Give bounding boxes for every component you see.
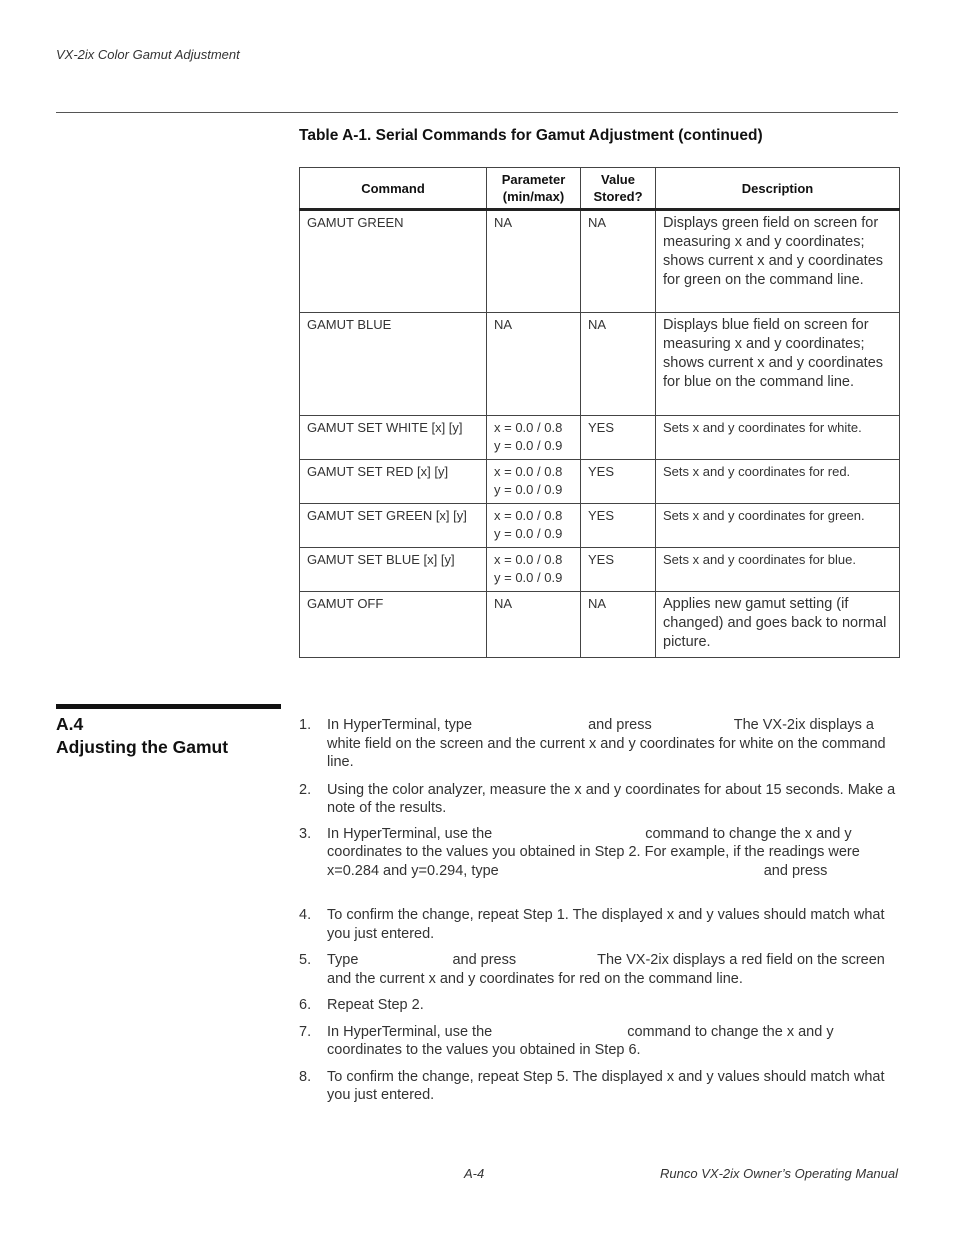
table-row: [300, 504, 900, 548]
cell-command: GAMUT SET WHITE [x] [y]: [300, 416, 487, 460]
cell-value-stored: YES: [581, 416, 656, 460]
step-text: command to change the x and y coordinates to the values you obtained in Step 2. For example, if the readings were x=0.284 and y=0.294, type: [327, 825, 860, 879]
cell-command: GAMUT SET GREEN [x] [y]: [300, 504, 487, 548]
step-number: 8.: [299, 1068, 312, 1085]
step-text: Type: [327, 952, 359, 968]
param-y-range: y = 0.0 / 0.9: [494, 570, 563, 585]
table-header-row: [300, 168, 900, 210]
param-x-range: x = 0.0 / 0.8: [494, 508, 563, 523]
cell-description: Displays green field on screen for measuring x and y coordinates; shows current x and y coordinates for green on the command line.: [656, 210, 900, 313]
table-row: [300, 210, 900, 313]
step-text: command to change the x and y coordinates to the values you obtained in Step 6.: [327, 1023, 834, 1058]
param-x-range: x = 0.0 / 0.8: [494, 552, 563, 567]
step-text: In HyperTerminal, use the: [327, 825, 493, 842]
cell-description: Applies new gamut setting (if changed) and goes back to normal picture.: [656, 592, 900, 658]
param-y-range: y = 0.0 / 0.9: [494, 526, 563, 541]
cell-value-stored: NA: [581, 313, 656, 416]
section-number: A.4: [56, 714, 84, 734]
cell-command: GAMUT GREEN: [300, 210, 487, 313]
param-x-range: x = 0.0 / 0.8: [494, 464, 563, 479]
cell-description: Sets x and y coordinates for green.: [656, 504, 900, 548]
param-y-range: y = 0.0 / 0.9: [494, 438, 563, 453]
step-text: and press: [588, 717, 652, 733]
serial-commands-table: [299, 167, 900, 658]
step-text: Repeat Step 2.: [327, 997, 424, 1013]
cell-command: GAMUT SET BLUE [x] [y]: [300, 548, 487, 592]
cell-command: GAMUT SET RED [x] [y]: [300, 460, 487, 504]
cell-command: GAMUT OFF: [300, 592, 487, 658]
step-item: [299, 1068, 899, 1105]
table-row: [300, 548, 900, 592]
cell-description: Sets x and y coordinates for red.: [656, 460, 900, 504]
step-number: 1.: [299, 717, 312, 733]
cell-parameter: NA: [487, 210, 581, 313]
step-item: [299, 951, 899, 988]
footer-page-number: A-4: [464, 1166, 485, 1181]
cell-parameter: NA: [487, 592, 581, 658]
column-header-value-stored: Value Stored?: [581, 168, 656, 210]
cell-value-stored: YES: [581, 548, 656, 592]
param-x-range: x = 0.0 / 0.8: [494, 420, 563, 435]
cell-parameter: [487, 416, 581, 460]
step-item: [299, 781, 899, 818]
step-text: The VX-2ix displays a red field on the screen and the current x and y coordinates for red on the command line.: [327, 952, 885, 987]
step-text: and press: [763, 862, 828, 879]
step-text: To confirm the change, repeat Step 5. The displayed x and y values should match what you just entered.: [327, 1068, 885, 1103]
cell-parameter: NA: [487, 313, 581, 416]
table-caption: Table A-1. Serial Commands for Gamut Adjustment (continued): [299, 127, 763, 144]
table-row: [300, 416, 900, 460]
table-row: [300, 460, 900, 504]
step-text: To confirm the change, repeat Step 1. The displayed x and y values should match what you just entered.: [327, 907, 885, 942]
cell-command: GAMUT BLUE: [300, 313, 487, 416]
cell-parameter: [487, 548, 581, 592]
step-number: 4.: [299, 907, 312, 923]
step-item: [299, 825, 899, 881]
cell-value-stored: NA: [581, 592, 656, 658]
column-header-command: Command: [300, 168, 487, 210]
footer-manual-title: Runco VX-2ix Owner’s Operating Manual: [660, 1166, 898, 1181]
cell-value-stored: YES: [581, 504, 656, 548]
step-text: and press: [452, 952, 517, 968]
cell-parameter: [487, 460, 581, 504]
header-rule: [56, 112, 898, 113]
step-text: The VX-2ix displays a white field on the screen and the current x and y coordinates for white on the command line.: [327, 717, 886, 770]
procedure-steps: [299, 716, 899, 1105]
cell-description: Sets x and y coordinates for blue.: [656, 548, 900, 592]
step-number: 7.: [299, 1023, 312, 1040]
table-row: [300, 592, 900, 658]
step-number: 3.: [299, 825, 312, 842]
column-header-parameter: Parameter (min/max): [487, 168, 581, 210]
step-text: In HyperTerminal, use the: [327, 1023, 493, 1040]
section-title: Adjusting the Gamut: [56, 737, 229, 757]
step-item: [299, 716, 899, 772]
running-head: VX-2ix Color Gamut Adjustment: [56, 47, 240, 62]
table-row: [300, 313, 900, 416]
step-number: 5.: [299, 952, 312, 968]
step-number: 6.: [299, 997, 312, 1013]
step-item: [299, 1023, 899, 1060]
cell-parameter: [487, 504, 581, 548]
step-text: Using the color analyzer, measure the x and y coordinates for about 15 seconds. Make a note of the results.: [327, 781, 896, 816]
section-heading-bar: [56, 704, 281, 709]
param-y-range: y = 0.0 / 0.9: [494, 482, 563, 497]
step-item: [299, 906, 899, 943]
cell-value-stored: YES: [581, 460, 656, 504]
step-text: In HyperTerminal, type: [327, 717, 473, 733]
column-header-description: Description: [656, 168, 900, 210]
step-number: 2.: [299, 781, 312, 798]
cell-description: Displays blue field on screen for measuring x and y coordinates; shows current x and y coordinates for blue on the command line.: [656, 313, 900, 416]
cell-description: Sets x and y coordinates for white.: [656, 416, 900, 460]
cell-value-stored: NA: [581, 210, 656, 313]
step-item: [299, 996, 899, 1015]
